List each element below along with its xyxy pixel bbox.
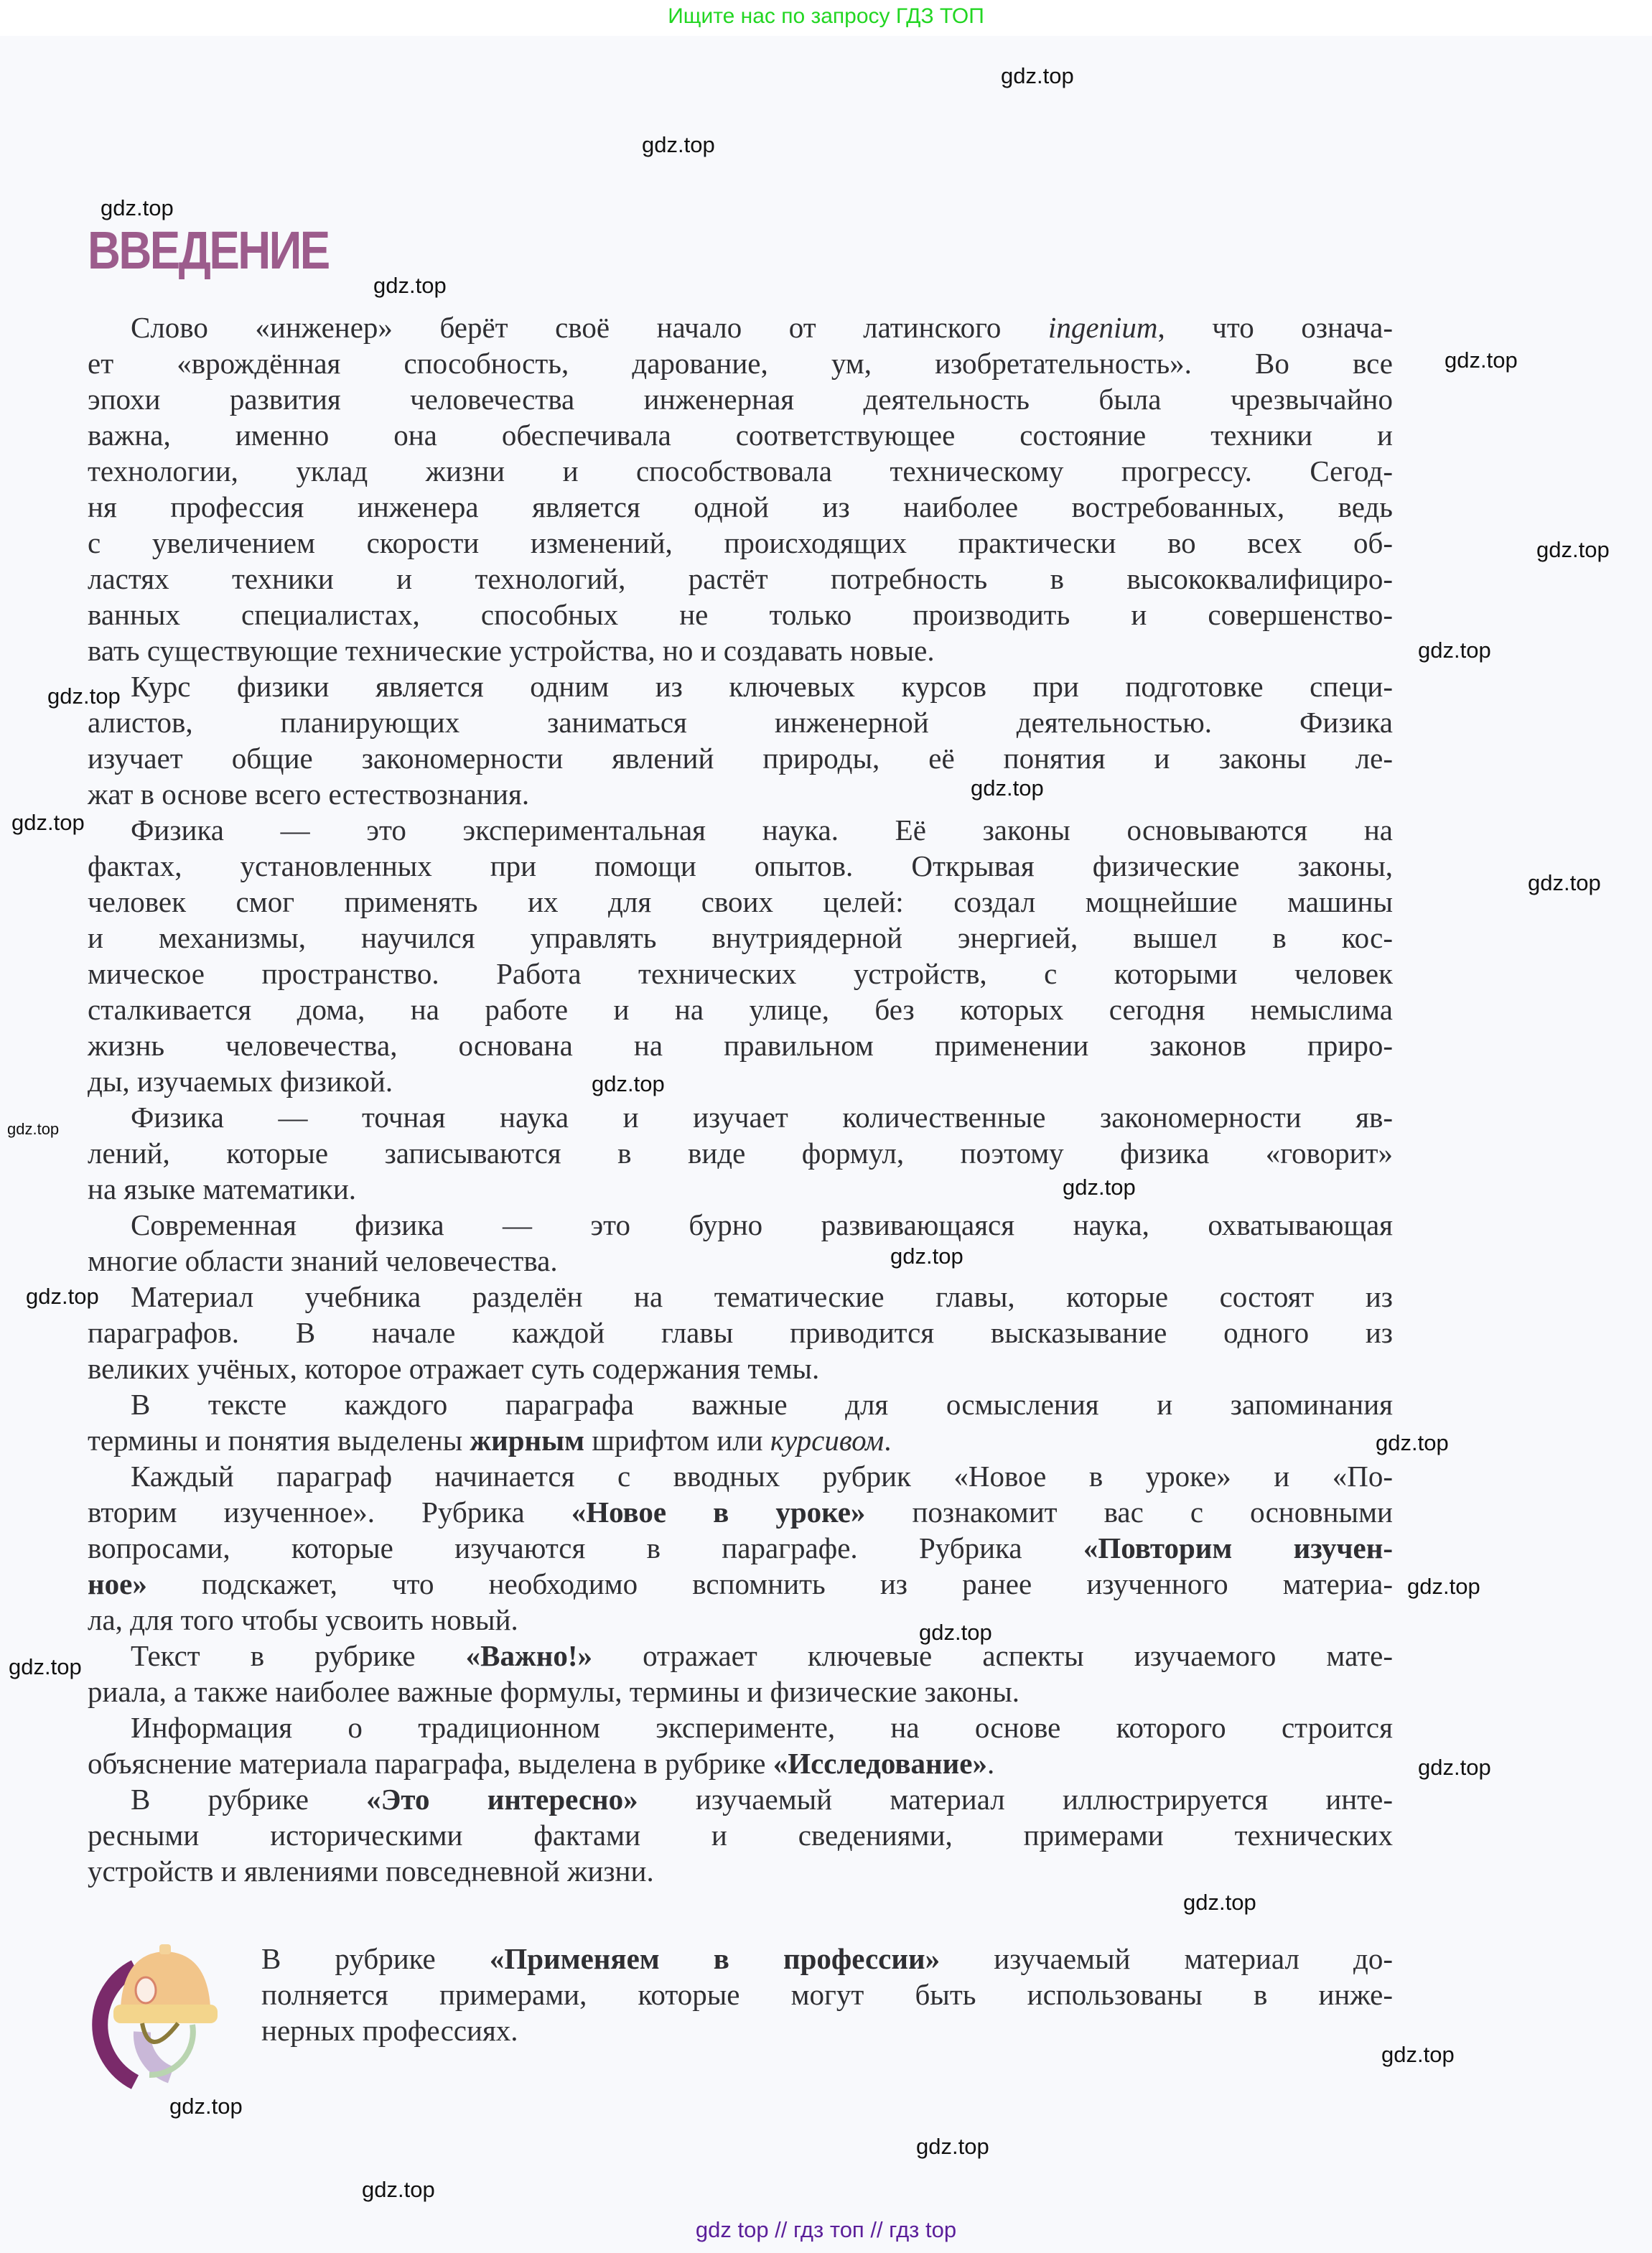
text-segment: В тексте каждого параграфа важные для осмысления и запоминания: [131, 1388, 1393, 1421]
text-line: [88, 1027, 1393, 1063]
text-line: [88, 1315, 1393, 1351]
text-segment: технологии, уклад жизни и способствовала техническому прогрессу. Сегод-: [88, 454, 1393, 488]
text-line: [88, 489, 1393, 525]
text-segment: алистов, планирующих заниматься инженерной деятельностью. Физика: [88, 706, 1393, 739]
text-segment: Физика — точная наука и изучает количественные закономерности яв-: [131, 1101, 1393, 1134]
top-banner: [0, 0, 1652, 36]
watermark: gdz.top: [373, 273, 447, 298]
text-line: [88, 597, 1393, 633]
text-segment: ластях техники и технологий, растёт потребность в высококвалифициро-: [88, 562, 1393, 595]
watermark: gdz.top: [1418, 638, 1491, 663]
text-line: [88, 1745, 1393, 1781]
watermark: gdz.top: [1376, 1430, 1449, 1455]
text-segment: познакомит вас с основными: [865, 1496, 1393, 1529]
text-segment: Современная физика — это бурно развивающаяся наука, охватывающая: [131, 1208, 1393, 1241]
watermark: gdz.top: [1528, 870, 1601, 895]
text-line: [88, 1063, 1393, 1099]
engineer-helmet-icon: [85, 1939, 228, 2093]
text-line: [88, 453, 1393, 489]
watermark: gdz.top: [362, 2177, 435, 2202]
watermark: gdz.top: [11, 810, 85, 835]
text-segment: фактах, установленных при помощи опытов. Открывая физические законы,: [88, 849, 1393, 882]
watermark: gdz.top: [1381, 2042, 1455, 2067]
text-segment: лений, которые записываются в виде формул, поэтому физика «говорит»: [88, 1137, 1393, 1170]
bold-text: «Повторим изучен-: [1083, 1531, 1393, 1564]
text-line: [88, 1171, 1393, 1207]
text-line: [88, 920, 1393, 956]
text-segment: изучает общие закономерности явлений природы, её понятия и законы ле-: [88, 742, 1393, 775]
bold-text: «Это интересно»: [366, 1783, 638, 1816]
italic-text: ingenium: [1047, 311, 1158, 344]
body-text: [88, 309, 1393, 1889]
text-segment: Курс физики является одним из ключевых курсов при подготовке специ-: [131, 670, 1393, 703]
text-segment: ла, для того чтобы усвоить новый.: [88, 1603, 518, 1636]
text-segment: сталкивается дома, на работе и на улице, без которых сегодня немыслима: [88, 993, 1393, 1026]
text-line: [261, 1941, 1393, 1977]
text-segment: многие области знаний человечества.: [88, 1244, 558, 1277]
text-segment: объяснение материала параграфа, выделена в рубрике: [88, 1747, 773, 1780]
watermark: gdz.top: [26, 1284, 99, 1309]
text-segment: жизнь человечества, основана на правильном применении законов приро-: [88, 1029, 1393, 1062]
text-segment: Слово «инженер» берёт своё начало от латинского: [131, 311, 1048, 344]
text-segment: вать существующие технические устройства, но и создавать новые.: [88, 634, 935, 667]
watermark: gdz.top: [101, 195, 174, 220]
text-segment: риала, а также наиболее важные формулы, термины и физические законы.: [88, 1675, 1020, 1708]
text-segment: ванных специалистах, способных не только производить и совершенство-: [88, 598, 1393, 631]
text-line: [88, 1781, 1393, 1817]
text-segment: Каждый параграф начинается с вводных рубрик «Новое в уроке» и «По-: [131, 1460, 1393, 1493]
text-line: [88, 633, 1393, 668]
watermark: gdz.top: [1536, 537, 1610, 562]
text-segment: изучаемый материал до-: [940, 1942, 1393, 1975]
top-banner-text: Ищите нас по запросу ГДЗ ТОП: [668, 4, 984, 28]
text-segment: параграфов. В начале каждой главы приводится высказывание одного из: [88, 1316, 1393, 1349]
watermark: gdz.top: [7, 1120, 60, 1138]
text-line: [88, 704, 1393, 740]
text-line: [88, 812, 1393, 848]
text-line: [88, 1279, 1393, 1315]
text-segment: отражает ключевые аспекты изучаемого мате-: [592, 1639, 1393, 1672]
text-segment: Материал учебника разделён на тематические главы, которые состоят из: [131, 1280, 1393, 1313]
text-line: [88, 1530, 1393, 1566]
watermark: gdz.top: [47, 684, 121, 709]
watermark: gdz.top: [890, 1244, 963, 1269]
bold-text: ное»: [88, 1567, 147, 1600]
text-segment: Информация о традиционном эксперименте, на основе которого строится: [131, 1711, 1393, 1744]
text-segment: термины и понятия выделены: [88, 1424, 470, 1457]
italic-text: курсивом: [770, 1424, 885, 1457]
text-line: [261, 1977, 1393, 2012]
text-segment: подскажет, что необходимо вспомнить из ранее изученного материа-: [146, 1567, 1393, 1600]
text-segment: ня профессия инженера является одной из наиболее востребованных, ведь: [88, 490, 1393, 523]
watermark: gdz.top: [592, 1071, 665, 1096]
text-segment: .: [986, 1747, 995, 1780]
text-segment: шрифтом или: [584, 1424, 770, 1457]
text-segment: ет «врождённая способность, дарование, ум, изобретательность». Во все: [88, 347, 1393, 380]
text-line: [88, 1099, 1393, 1135]
text-line: [88, 740, 1393, 776]
watermark: gdz.top: [1418, 1755, 1491, 1780]
text-line: [88, 1674, 1393, 1709]
text-segment: устройств и явлениями повседневной жизни.: [88, 1855, 654, 1888]
text-segment: ресными историческими фактами и сведениями, примерами технических: [88, 1819, 1393, 1852]
footer-text: gdz top // гдз топ // гдз top: [695, 2217, 957, 2242]
watermark: gdz.top: [642, 132, 715, 157]
text-segment: Физика — это экспериментальная наука. Её законы основываются на: [131, 813, 1393, 846]
text-line: [88, 776, 1393, 812]
text-line: [88, 848, 1393, 884]
text-line: [88, 309, 1393, 345]
text-segment: ды, изучаемых физикой.: [88, 1065, 393, 1098]
watermark: gdz.top: [916, 2134, 989, 2159]
text-segment: В рубрике: [261, 1942, 490, 1975]
text-segment: великих учёных, которое отражает суть содержания темы.: [88, 1352, 820, 1385]
profession-paragraph: [261, 1941, 1393, 2048]
text-line: [88, 1709, 1393, 1745]
text-segment: важна, именно она обеспечивала соответствующее состояние техники и: [88, 419, 1393, 452]
text-segment: изучаемый материал иллюстрируется инте-: [638, 1783, 1393, 1816]
text-segment: человек смог применять их для своих целей: создал мощнейшие машины: [88, 885, 1393, 918]
text-segment: полняется примерами, которые могут быть использованы в инже-: [261, 1978, 1393, 2011]
text-line: [88, 1494, 1393, 1530]
bold-text: «Исследование»: [773, 1747, 987, 1780]
text-segment: Текст в рубрике: [131, 1639, 466, 1672]
text-segment: , что означа-: [1157, 311, 1393, 344]
text-segment: с увеличением скорости изменений, происходящих практически во всех об-: [88, 526, 1393, 559]
watermark: gdz.top: [1183, 1890, 1256, 1915]
text-segment: жат в основе всего естествознания.: [88, 778, 530, 811]
text-line: [88, 1566, 1393, 1602]
watermark: gdz.top: [1063, 1175, 1136, 1200]
text-line: [88, 1853, 1393, 1889]
text-segment: .: [884, 1424, 892, 1457]
text-line: [88, 884, 1393, 920]
text-line: [88, 1243, 1393, 1279]
text-line: [88, 1422, 1393, 1458]
watermark: gdz.top: [1407, 1574, 1480, 1599]
text-segment: вторим изученное». Рубрика: [88, 1496, 571, 1529]
text-line: [88, 345, 1393, 381]
bold-text: «Важно!»: [465, 1639, 592, 1672]
text-line: [88, 992, 1393, 1027]
page-title: ВВЕДЕНИЕ: [88, 220, 329, 280]
text-line: [88, 525, 1393, 561]
text-line: [88, 1817, 1393, 1853]
text-line: [88, 1458, 1393, 1494]
footer: [0, 2217, 1652, 2243]
text-segment: мическое пространство. Работа технических устройств, с которыми человек: [88, 957, 1393, 990]
text-segment: В рубрике: [131, 1783, 367, 1816]
text-segment: на языке математики.: [88, 1172, 357, 1205]
text-segment: нерных профессиях.: [261, 2014, 518, 2047]
text-line: [88, 561, 1393, 597]
text-line: [88, 956, 1393, 992]
watermark: gdz.top: [919, 1620, 992, 1645]
bold-text: «Новое в уроке»: [571, 1496, 866, 1529]
bold-text: жирным: [470, 1424, 585, 1457]
text-line: [88, 417, 1393, 453]
text-segment: вопросами, которые изучаются в параграфе. Рубрика: [88, 1531, 1083, 1564]
text-line: [88, 1638, 1393, 1674]
watermark: gdz.top: [971, 775, 1044, 801]
watermark: gdz.top: [169, 2094, 243, 2119]
bold-text: «Применяем в профессии»: [489, 1942, 941, 1975]
text-line: [88, 668, 1393, 704]
text-line: [88, 1135, 1393, 1171]
text-segment: эпохи развития человечества инженерная деятельность была чрезвычайно: [88, 383, 1393, 416]
text-line: [88, 1386, 1393, 1422]
text-line: [88, 1207, 1393, 1243]
text-line: [88, 1351, 1393, 1386]
watermark: gdz.top: [9, 1654, 82, 1679]
text-line: [88, 381, 1393, 417]
text-segment: и механизмы, научился управлять внутриядерной энергией, вышел в кос-: [88, 921, 1393, 954]
watermark: gdz.top: [1445, 347, 1518, 373]
watermark: gdz.top: [1001, 63, 1074, 88]
text-line: [261, 2012, 1393, 2048]
text-line: [88, 1602, 1393, 1638]
